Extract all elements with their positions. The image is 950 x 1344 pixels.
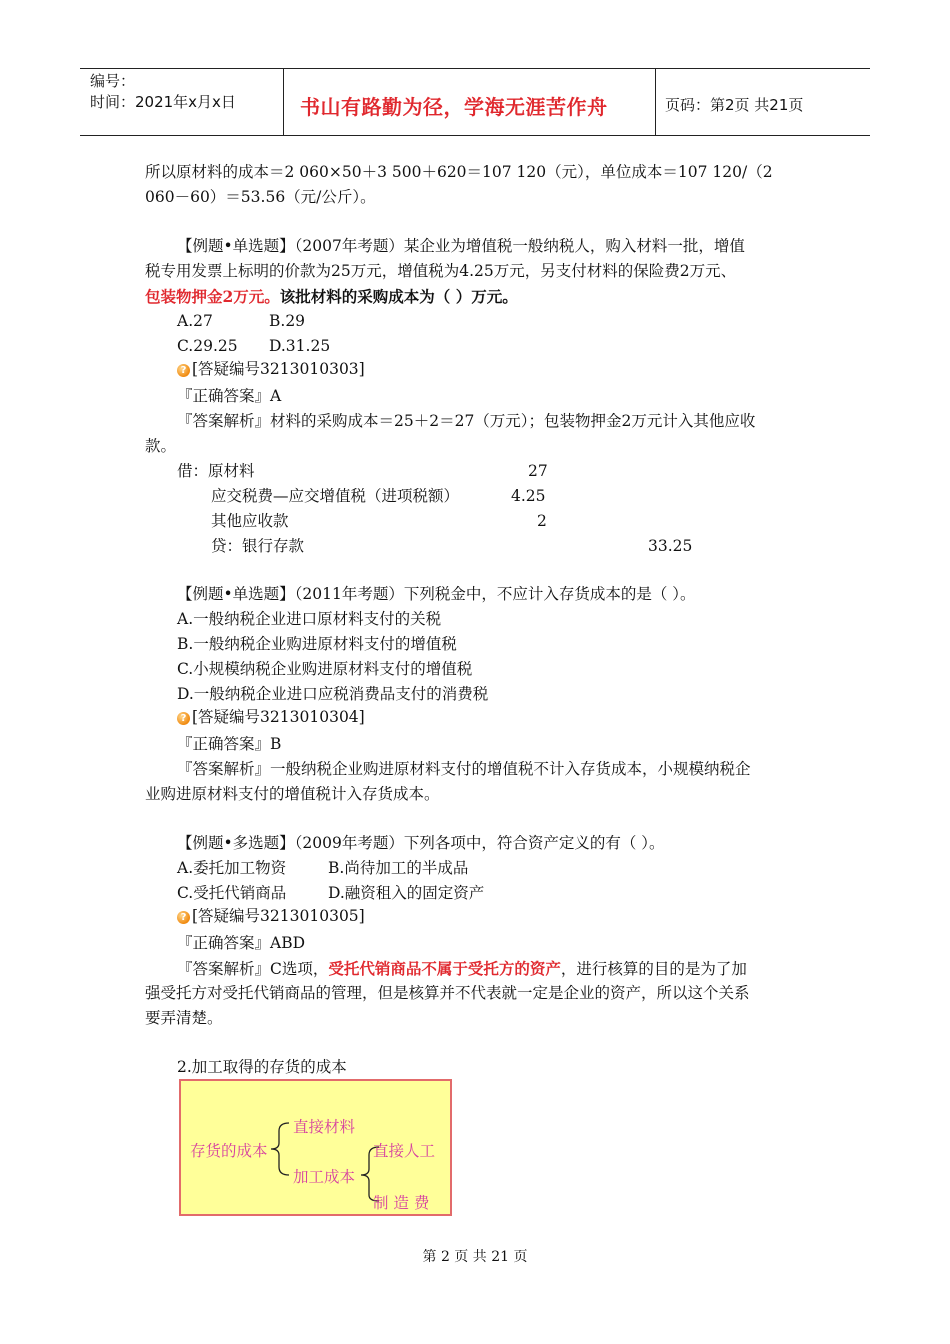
q3-analysis-line-1 (177, 956, 747, 982)
journal-debit-amount: 27 (528, 462, 548, 480)
q2-option-c: C.小规模纳税企业购进原材料支付的增值税 (177, 660, 473, 678)
intro-line-2: 060－60）＝53.56（元/公斤）。 (145, 188, 376, 206)
q3-highlight: 受托代销商品不属于受托方的资产 (328, 959, 561, 978)
q1-answer: 『正确答案』A (177, 387, 282, 405)
diagram-direct-materials: 直接材料 (293, 1118, 356, 1136)
q1-stem-rest: 该批材料的采购成本为（ ）万元。 (279, 287, 518, 306)
q3-analysis-line-2: 强受托方对受托代销商品的管理，但是核算并不代表就一定是企业的资产，所以这个关系 (145, 984, 750, 1002)
journal-vat-line: 应交税费—应交增值税（进项税额） (211, 487, 460, 505)
q2-stem: 【例题•单选题】（2011年考题）下列税金中，不应计入存货成本的是（ ）。 (177, 585, 696, 603)
diagram-manufacturing-overhead: 制 造 费 (373, 1194, 430, 1212)
journal-vat-amount: 4.25 (511, 487, 546, 505)
question-mark-circle-icon: ? (177, 712, 190, 725)
q3-reference-text: [答疑编号3213010305] (192, 907, 365, 925)
q1-stem-line-1: 【例题•单选题】（2007年考题）某企业为增值税一般纳税人，购入材料一批，增值 (177, 237, 745, 255)
header-page-number: 页码：第2页 共21页 (665, 96, 804, 114)
header-date: 时间：2021年x月x日 (90, 93, 236, 111)
q1-option-c: C.29.25 (177, 337, 238, 355)
q1-reference (177, 357, 365, 382)
header-bottom-rule (80, 135, 870, 136)
header-code: 编号： (90, 72, 136, 90)
q2-option-d: D.一般纳税企业进口应税消费品支付的消费税 (177, 685, 489, 703)
journal-receivable-amount: 2 (537, 512, 547, 530)
page-footer: 第 2 页 共 21 页 (422, 1249, 528, 1265)
q3-analysis-suffix: ，进行核算的目的是为了加 (560, 960, 747, 978)
q2-option-b: B.一般纳税企业购进原材料支付的增值税 (177, 635, 457, 653)
q1-stem-line-2: 税专用发票上标明的价款为25万元，增值税为4.25万元，另支付材料的保险费2万元、 (145, 262, 737, 280)
diagram-root: 存货的成本 (190, 1142, 268, 1160)
q2-analysis-line-1: 『答案解析』一般纳税企业购进原材料支付的增值税不计入存货成本，小规模纳税企 (177, 760, 751, 778)
header-top-rule (80, 68, 870, 69)
q2-answer: 『正确答案』B (177, 735, 282, 753)
q1-option-d: D.31.25 (269, 337, 331, 355)
journal-credit-line: 贷：银行存款 (211, 537, 305, 555)
diagram-direct-labor: 直接人工 (373, 1142, 436, 1160)
q3-reference (177, 904, 365, 929)
q2-reference-text: [答疑编号3213010304] (192, 708, 365, 726)
header-divider-left (283, 68, 284, 136)
q2-option-a: A.一般纳税企业进口原材料支付的关税 (177, 610, 442, 628)
q3-option-c: C.受托代销商品 (177, 884, 287, 902)
q2-reference (177, 705, 365, 730)
left-brace (271, 1123, 289, 1175)
question-mark-circle-icon: ? (177, 911, 190, 924)
q3-option-d: D.融资租入的固定资产 (328, 884, 485, 902)
q1-stem-line-3 (145, 284, 518, 310)
q2-analysis-line-2: 业购进原材料支付的增值税计入存货成本。 (145, 785, 440, 803)
q3-analysis-prefix: 『答案解析』C选项， (177, 960, 329, 978)
journal-credit-amount: 33.25 (648, 537, 693, 555)
journal-debit-line: 借：原材料 (177, 462, 255, 480)
q3-stem: 【例题•多选题】（2009年考题）下列各项中，符合资产定义的有（ ）。 (177, 834, 665, 852)
q3-option-b: B.尚待加工的半成品 (328, 859, 469, 877)
q1-option-a: A.27 (177, 312, 213, 330)
header-motto: 书山有路勤为径，学海无涯苦作舟 (300, 95, 608, 119)
q3-option-a: A.委托加工物资 (177, 859, 287, 877)
q1-reference-text: [答疑编号3213010303] (192, 360, 365, 378)
section-2-title: 2.加工取得的存货的成本 (177, 1058, 347, 1076)
q1-analysis-line-1: 『答案解析』材料的采购成本＝25＋2＝27（万元）；包装物押金2万元计入其他应收 (177, 412, 756, 430)
q1-option-b: B.29 (269, 312, 306, 330)
q1-analysis-line-2: 款。 (145, 437, 177, 455)
cost-structure-diagram (179, 1079, 452, 1216)
intro-line-1: 所以原材料的成本＝2 060×50＋3 500＋620＝107 120（元），单位成本＝107 120/（2 (145, 163, 773, 181)
q3-answer: 『正确答案』ABD (177, 934, 306, 952)
header-divider-right (655, 68, 656, 136)
journal-receivable-line: 其他应收款 (211, 512, 289, 530)
diagram-processing-cost: 加工成本 (293, 1168, 356, 1186)
q3-analysis-line-3: 要弄清楚。 (145, 1009, 223, 1027)
q1-highlight: 包装物押金2万元。 (145, 287, 280, 306)
question-mark-circle-icon: ? (177, 364, 190, 377)
